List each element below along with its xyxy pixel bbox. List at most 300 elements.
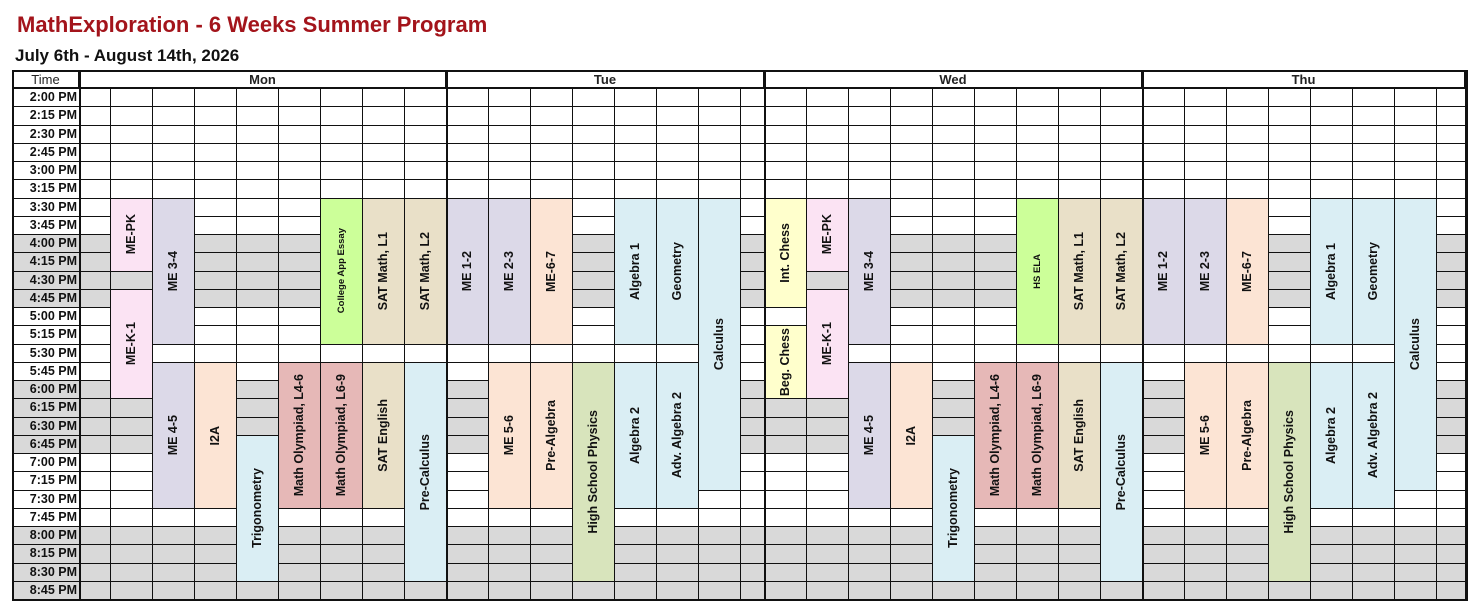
schedule-cell[interactable]: [447, 436, 489, 454]
schedule-cell[interactable]: [1437, 418, 1466, 436]
schedule-cell[interactable]: [1353, 180, 1395, 198]
schedule-cell[interactable]: [279, 253, 321, 271]
schedule-cell[interactable]: [80, 217, 111, 235]
schedule-cell[interactable]: [195, 217, 237, 235]
schedule-cell[interactable]: [573, 290, 615, 308]
schedule-cell[interactable]: [891, 290, 933, 308]
schedule-cell[interactable]: [80, 180, 111, 198]
schedule-cell[interactable]: [975, 217, 1017, 235]
schedule-cell[interactable]: [573, 107, 615, 125]
schedule-cell[interactable]: [321, 162, 363, 180]
class-block[interactable]: [111, 290, 153, 400]
class-block[interactable]: [489, 199, 531, 345]
class-block[interactable]: [615, 199, 657, 345]
schedule-cell[interactable]: [1017, 509, 1059, 527]
schedule-cell[interactable]: [891, 582, 933, 600]
schedule-cell[interactable]: [531, 126, 573, 144]
class-block[interactable]: [849, 199, 891, 345]
schedule-cell[interactable]: [111, 399, 153, 417]
schedule-cell[interactable]: [933, 235, 975, 253]
schedule-cell[interactable]: [1311, 345, 1353, 363]
class-block[interactable]: [933, 436, 975, 582]
schedule-cell[interactable]: [741, 564, 765, 582]
schedule-cell[interactable]: [195, 89, 237, 107]
schedule-cell[interactable]: [741, 491, 765, 509]
schedule-cell[interactable]: [699, 545, 741, 563]
schedule-cell[interactable]: [1437, 399, 1466, 417]
schedule-cell[interactable]: [807, 454, 849, 472]
schedule-cell[interactable]: [237, 107, 279, 125]
schedule-cell[interactable]: [195, 582, 237, 600]
class-block[interactable]: [1017, 363, 1059, 509]
schedule-cell[interactable]: [891, 527, 933, 545]
schedule-cell[interactable]: [531, 527, 573, 545]
schedule-cell[interactable]: [321, 89, 363, 107]
schedule-cell[interactable]: [1311, 89, 1353, 107]
schedule-cell[interactable]: [1437, 308, 1466, 326]
schedule-cell[interactable]: [1017, 180, 1059, 198]
schedule-cell[interactable]: [849, 162, 891, 180]
schedule-cell[interactable]: [765, 162, 807, 180]
schedule-cell[interactable]: [657, 89, 699, 107]
schedule-cell[interactable]: [1437, 454, 1466, 472]
schedule-cell[interactable]: [1353, 162, 1395, 180]
schedule-cell[interactable]: [111, 418, 153, 436]
schedule-cell[interactable]: [195, 509, 237, 527]
schedule-cell[interactable]: [1437, 381, 1466, 399]
schedule-cell[interactable]: [195, 545, 237, 563]
schedule-cell[interactable]: [111, 89, 153, 107]
schedule-cell[interactable]: [195, 107, 237, 125]
schedule-cell[interactable]: [1269, 582, 1311, 600]
schedule-cell[interactable]: [741, 272, 765, 290]
schedule-cell[interactable]: [765, 180, 807, 198]
schedule-cell[interactable]: [153, 527, 195, 545]
schedule-cell[interactable]: [975, 527, 1017, 545]
schedule-cell[interactable]: [933, 418, 975, 436]
schedule-cell[interactable]: [363, 144, 405, 162]
schedule-cell[interactable]: [195, 564, 237, 582]
schedule-cell[interactable]: [80, 381, 111, 399]
schedule-cell[interactable]: [1143, 363, 1185, 381]
schedule-cell[interactable]: [447, 582, 489, 600]
class-block[interactable]: [321, 363, 363, 509]
schedule-cell[interactable]: [111, 162, 153, 180]
schedule-cell[interactable]: [237, 418, 279, 436]
schedule-cell[interactable]: [1143, 418, 1185, 436]
class-block[interactable]: [1143, 199, 1185, 345]
schedule-cell[interactable]: [153, 564, 195, 582]
schedule-cell[interactable]: [1143, 491, 1185, 509]
schedule-cell[interactable]: [765, 144, 807, 162]
schedule-cell[interactable]: [1017, 162, 1059, 180]
schedule-cell[interactable]: [849, 527, 891, 545]
schedule-cell[interactable]: [573, 180, 615, 198]
schedule-cell[interactable]: [1059, 107, 1101, 125]
schedule-cell[interactable]: [279, 199, 321, 217]
schedule-cell[interactable]: [1143, 162, 1185, 180]
schedule-cell[interactable]: [1227, 582, 1269, 600]
schedule-cell[interactable]: [741, 527, 765, 545]
schedule-cell[interactable]: [699, 162, 741, 180]
schedule-cell[interactable]: [195, 308, 237, 326]
schedule-cell[interactable]: [765, 418, 807, 436]
class-block[interactable]: [1059, 363, 1101, 509]
schedule-cell[interactable]: [1185, 126, 1227, 144]
schedule-cell[interactable]: [1395, 107, 1437, 125]
schedule-cell[interactable]: [891, 89, 933, 107]
schedule-cell[interactable]: [849, 126, 891, 144]
class-block[interactable]: [1059, 199, 1101, 345]
schedule-cell[interactable]: [1269, 180, 1311, 198]
schedule-cell[interactable]: [1395, 545, 1437, 563]
schedule-cell[interactable]: [741, 472, 765, 490]
schedule-cell[interactable]: [153, 89, 195, 107]
schedule-cell[interactable]: [1101, 345, 1143, 363]
schedule-cell[interactable]: [573, 162, 615, 180]
schedule-cell[interactable]: [573, 326, 615, 344]
class-block[interactable]: [657, 363, 699, 509]
schedule-cell[interactable]: [321, 126, 363, 144]
schedule-cell[interactable]: [807, 491, 849, 509]
schedule-cell[interactable]: [933, 162, 975, 180]
schedule-cell[interactable]: [531, 144, 573, 162]
schedule-cell[interactable]: [891, 545, 933, 563]
schedule-cell[interactable]: [1227, 345, 1269, 363]
schedule-cell[interactable]: [1185, 527, 1227, 545]
class-block[interactable]: [765, 326, 807, 399]
schedule-cell[interactable]: [80, 418, 111, 436]
schedule-cell[interactable]: [657, 162, 699, 180]
class-block[interactable]: [237, 436, 279, 582]
schedule-cell[interactable]: [807, 436, 849, 454]
schedule-cell[interactable]: [237, 363, 279, 381]
schedule-cell[interactable]: [741, 545, 765, 563]
schedule-cell[interactable]: [363, 126, 405, 144]
schedule-cell[interactable]: [195, 199, 237, 217]
schedule-cell[interactable]: [891, 308, 933, 326]
class-block[interactable]: [1101, 363, 1143, 582]
schedule-cell[interactable]: [1311, 180, 1353, 198]
schedule-cell[interactable]: [489, 144, 531, 162]
schedule-cell[interactable]: [279, 308, 321, 326]
schedule-cell[interactable]: [489, 509, 531, 527]
schedule-cell[interactable]: [765, 545, 807, 563]
schedule-cell[interactable]: [80, 272, 111, 290]
schedule-cell[interactable]: [573, 308, 615, 326]
schedule-cell[interactable]: [1437, 107, 1466, 125]
schedule-cell[interactable]: [933, 582, 975, 600]
schedule-cell[interactable]: [363, 509, 405, 527]
schedule-cell[interactable]: [807, 418, 849, 436]
schedule-cell[interactable]: [80, 89, 111, 107]
schedule-cell[interactable]: [405, 162, 447, 180]
schedule-cell[interactable]: [80, 107, 111, 125]
schedule-cell[interactable]: [891, 126, 933, 144]
schedule-cell[interactable]: [489, 107, 531, 125]
schedule-cell[interactable]: [891, 107, 933, 125]
schedule-cell[interactable]: [489, 545, 531, 563]
schedule-cell[interactable]: [699, 582, 741, 600]
schedule-cell[interactable]: [80, 509, 111, 527]
schedule-cell[interactable]: [1269, 326, 1311, 344]
schedule-cell[interactable]: [363, 545, 405, 563]
schedule-cell[interactable]: [891, 272, 933, 290]
schedule-cell[interactable]: [111, 582, 153, 600]
schedule-cell[interactable]: [195, 290, 237, 308]
schedule-cell[interactable]: [447, 545, 489, 563]
schedule-cell[interactable]: [807, 509, 849, 527]
schedule-cell[interactable]: [933, 345, 975, 363]
schedule-cell[interactable]: [807, 582, 849, 600]
schedule-cell[interactable]: [363, 162, 405, 180]
schedule-cell[interactable]: [531, 89, 573, 107]
schedule-cell[interactable]: [1185, 89, 1227, 107]
schedule-cell[interactable]: [891, 564, 933, 582]
schedule-cell[interactable]: [321, 345, 363, 363]
schedule-cell[interactable]: [1227, 180, 1269, 198]
schedule-cell[interactable]: [741, 326, 765, 344]
schedule-cell[interactable]: [153, 107, 195, 125]
schedule-cell[interactable]: [615, 126, 657, 144]
schedule-cell[interactable]: [1437, 545, 1466, 563]
schedule-cell[interactable]: [279, 235, 321, 253]
schedule-cell[interactable]: [80, 253, 111, 271]
schedule-cell[interactable]: [363, 582, 405, 600]
schedule-cell[interactable]: [1143, 399, 1185, 417]
schedule-cell[interactable]: [111, 436, 153, 454]
schedule-cell[interactable]: [657, 180, 699, 198]
schedule-cell[interactable]: [195, 253, 237, 271]
schedule-cell[interactable]: [1269, 290, 1311, 308]
schedule-cell[interactable]: [363, 564, 405, 582]
schedule-cell[interactable]: [765, 308, 807, 326]
schedule-cell[interactable]: [279, 564, 321, 582]
schedule-cell[interactable]: [1395, 564, 1437, 582]
schedule-cell[interactable]: [111, 545, 153, 563]
schedule-cell[interactable]: [1311, 126, 1353, 144]
schedule-cell[interactable]: [1437, 363, 1466, 381]
schedule-cell[interactable]: [975, 253, 1017, 271]
schedule-cell[interactable]: [1437, 436, 1466, 454]
schedule-cell[interactable]: [153, 345, 195, 363]
schedule-cell[interactable]: [447, 180, 489, 198]
schedule-cell[interactable]: [1437, 235, 1466, 253]
class-block[interactable]: [615, 363, 657, 509]
schedule-cell[interactable]: [489, 527, 531, 545]
schedule-cell[interactable]: [279, 527, 321, 545]
schedule-cell[interactable]: [153, 126, 195, 144]
schedule-cell[interactable]: [741, 126, 765, 144]
schedule-cell[interactable]: [1017, 527, 1059, 545]
schedule-cell[interactable]: [657, 582, 699, 600]
class-block[interactable]: [1185, 199, 1227, 345]
schedule-cell[interactable]: [807, 89, 849, 107]
schedule-cell[interactable]: [405, 126, 447, 144]
schedule-cell[interactable]: [1227, 89, 1269, 107]
schedule-cell[interactable]: [615, 89, 657, 107]
schedule-cell[interactable]: [741, 107, 765, 125]
schedule-cell[interactable]: [1311, 162, 1353, 180]
class-block[interactable]: [1185, 363, 1227, 509]
schedule-cell[interactable]: [1437, 162, 1466, 180]
schedule-cell[interactable]: [975, 107, 1017, 125]
schedule-cell[interactable]: [1185, 180, 1227, 198]
schedule-cell[interactable]: [807, 272, 849, 290]
schedule-cell[interactable]: [1185, 107, 1227, 125]
schedule-cell[interactable]: [573, 126, 615, 144]
schedule-cell[interactable]: [80, 399, 111, 417]
schedule-cell[interactable]: [279, 217, 321, 235]
schedule-cell[interactable]: [1059, 180, 1101, 198]
schedule-cell[interactable]: [1437, 253, 1466, 271]
schedule-cell[interactable]: [363, 180, 405, 198]
schedule-cell[interactable]: [1101, 107, 1143, 125]
schedule-cell[interactable]: [1437, 509, 1466, 527]
schedule-cell[interactable]: [933, 126, 975, 144]
schedule-cell[interactable]: [849, 107, 891, 125]
schedule-cell[interactable]: [1353, 107, 1395, 125]
schedule-cell[interactable]: [1143, 89, 1185, 107]
schedule-cell[interactable]: [975, 308, 1017, 326]
schedule-cell[interactable]: [405, 107, 447, 125]
schedule-cell[interactable]: [1227, 545, 1269, 563]
schedule-cell[interactable]: [765, 582, 807, 600]
schedule-cell[interactable]: [1017, 89, 1059, 107]
schedule-cell[interactable]: [1269, 126, 1311, 144]
schedule-cell[interactable]: [741, 381, 765, 399]
schedule-cell[interactable]: [111, 180, 153, 198]
schedule-cell[interactable]: [741, 363, 765, 381]
schedule-cell[interactable]: [111, 472, 153, 490]
schedule-cell[interactable]: [615, 162, 657, 180]
schedule-cell[interactable]: [1185, 345, 1227, 363]
schedule-cell[interactable]: [1017, 126, 1059, 144]
schedule-cell[interactable]: [1143, 472, 1185, 490]
schedule-cell[interactable]: [531, 545, 573, 563]
schedule-cell[interactable]: [615, 545, 657, 563]
schedule-cell[interactable]: [80, 290, 111, 308]
schedule-cell[interactable]: [1437, 290, 1466, 308]
schedule-cell[interactable]: [195, 235, 237, 253]
schedule-cell[interactable]: [80, 564, 111, 582]
schedule-cell[interactable]: [531, 107, 573, 125]
schedule-cell[interactable]: [741, 253, 765, 271]
schedule-cell[interactable]: [699, 107, 741, 125]
schedule-cell[interactable]: [699, 89, 741, 107]
schedule-cell[interactable]: [741, 217, 765, 235]
schedule-cell[interactable]: [80, 308, 111, 326]
schedule-cell[interactable]: [321, 545, 363, 563]
schedule-cell[interactable]: [1269, 162, 1311, 180]
schedule-cell[interactable]: [657, 107, 699, 125]
schedule-cell[interactable]: [1059, 545, 1101, 563]
schedule-cell[interactable]: [153, 509, 195, 527]
schedule-cell[interactable]: [489, 345, 531, 363]
schedule-cell[interactable]: [615, 527, 657, 545]
schedule-cell[interactable]: [933, 363, 975, 381]
schedule-cell[interactable]: [891, 144, 933, 162]
schedule-cell[interactable]: [321, 564, 363, 582]
schedule-cell[interactable]: [321, 107, 363, 125]
schedule-cell[interactable]: [975, 272, 1017, 290]
schedule-cell[interactable]: [657, 144, 699, 162]
schedule-cell[interactable]: [237, 180, 279, 198]
schedule-cell[interactable]: [237, 272, 279, 290]
schedule-cell[interactable]: [1395, 509, 1437, 527]
schedule-cell[interactable]: [1437, 199, 1466, 217]
schedule-cell[interactable]: [279, 89, 321, 107]
schedule-cell[interactable]: [699, 491, 741, 509]
schedule-cell[interactable]: [1101, 89, 1143, 107]
schedule-cell[interactable]: [933, 272, 975, 290]
schedule-cell[interactable]: [489, 180, 531, 198]
schedule-cell[interactable]: [1395, 180, 1437, 198]
schedule-cell[interactable]: [111, 144, 153, 162]
schedule-cell[interactable]: [447, 491, 489, 509]
schedule-cell[interactable]: [237, 253, 279, 271]
schedule-cell[interactable]: [975, 582, 1017, 600]
class-block[interactable]: [1353, 363, 1395, 509]
schedule-cell[interactable]: [741, 436, 765, 454]
schedule-cell[interactable]: [741, 89, 765, 107]
schedule-cell[interactable]: [975, 290, 1017, 308]
schedule-cell[interactable]: [741, 509, 765, 527]
schedule-cell[interactable]: [153, 162, 195, 180]
schedule-cell[interactable]: [849, 509, 891, 527]
schedule-cell[interactable]: [1269, 345, 1311, 363]
schedule-cell[interactable]: [111, 564, 153, 582]
class-block[interactable]: [153, 363, 195, 509]
schedule-cell[interactable]: [1143, 582, 1185, 600]
schedule-cell[interactable]: [1437, 527, 1466, 545]
class-block[interactable]: [1395, 199, 1437, 491]
schedule-cell[interactable]: [1017, 345, 1059, 363]
schedule-cell[interactable]: [573, 272, 615, 290]
schedule-cell[interactable]: [237, 89, 279, 107]
schedule-cell[interactable]: [933, 381, 975, 399]
schedule-cell[interactable]: [80, 363, 111, 381]
schedule-cell[interactable]: [1143, 381, 1185, 399]
schedule-cell[interactable]: [153, 582, 195, 600]
schedule-cell[interactable]: [363, 527, 405, 545]
class-block[interactable]: [405, 199, 447, 345]
schedule-cell[interactable]: [1059, 527, 1101, 545]
schedule-cell[interactable]: [531, 564, 573, 582]
schedule-cell[interactable]: [849, 89, 891, 107]
schedule-cell[interactable]: [447, 162, 489, 180]
schedule-cell[interactable]: [1437, 272, 1466, 290]
schedule-cell[interactable]: [80, 491, 111, 509]
schedule-cell[interactable]: [765, 491, 807, 509]
class-block[interactable]: [849, 363, 891, 509]
schedule-cell[interactable]: [1437, 564, 1466, 582]
schedule-cell[interactable]: [1311, 527, 1353, 545]
schedule-cell[interactable]: [573, 199, 615, 217]
schedule-cell[interactable]: [279, 290, 321, 308]
schedule-cell[interactable]: [237, 290, 279, 308]
schedule-cell[interactable]: [321, 144, 363, 162]
schedule-cell[interactable]: [1353, 144, 1395, 162]
schedule-cell[interactable]: [1227, 126, 1269, 144]
schedule-cell[interactable]: [933, 308, 975, 326]
schedule-cell[interactable]: [531, 509, 573, 527]
schedule-cell[interactable]: [80, 582, 111, 600]
schedule-cell[interactable]: [111, 491, 153, 509]
schedule-cell[interactable]: [237, 308, 279, 326]
schedule-cell[interactable]: [80, 326, 111, 344]
class-block[interactable]: [531, 363, 573, 509]
